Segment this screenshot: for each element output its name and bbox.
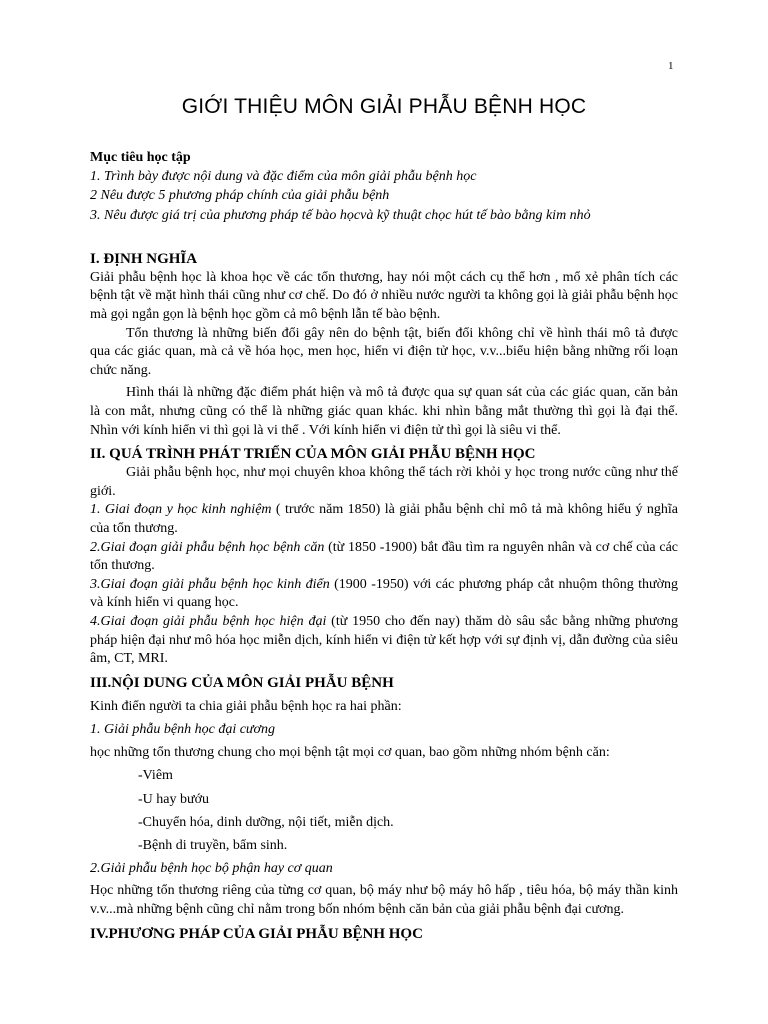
part-2-text: Học những tổn thương riêng của từng cơ quan, bộ máy như bộ máy hô hấp , tiêu hóa, bộ máy thần kinh v.v...mà những bệnh cũng chỉ nằm trong bốn nhóm bệnh căn bản của giải phẫu bệnh đại cương. xyxy=(90,883,678,917)
objective-item-3: 3. Nêu được giá trị của phương pháp tế bào họcvà kỹ thuật chọc hút tế bào bằng kim nhỏ xyxy=(90,207,591,223)
document-body xyxy=(90,148,678,944)
section-1-heading: I. ĐỊNH NGHĨA xyxy=(90,250,198,267)
stage-2-text: (từ 1850 -1900) bắt đầu tìm ra nguyên nhân và cơ chế của các tổn thương. xyxy=(90,539,678,574)
bullet-item-3: -Chuyển hóa, dinh dưỡng, nội tiết, miễn dịch. xyxy=(138,814,394,830)
stage-3 xyxy=(90,576,678,613)
page-number: 1 xyxy=(668,60,674,72)
page-title: GIỚI THIỆU MÔN GIẢI PHẪU BỆNH HỌC xyxy=(181,95,587,118)
stage-1-title: 1. Giai đoạn y học kinh nghiệm xyxy=(90,502,272,518)
stage-1 xyxy=(90,501,678,538)
bullet-item-1: -Viêm xyxy=(138,768,173,784)
section-1-paragraph-2: Tổn thương là những biến đổi gây nên do bệnh tật, biến đổi không chỉ về hình thái mô tả được qua các giác quan, mà cả về hóa học, men học, hiển vi điện tử học, v.v...biểu hiện bằng những rối loạn chức năng. xyxy=(90,325,678,378)
stage-2 xyxy=(90,539,678,576)
section-4-heading: IV.PHƯƠNG PHÁP CỦA GIẢI PHẪU BỆNH HỌC xyxy=(90,925,423,942)
stage-4-title: 4.Giai đoạn giải phẫu bệnh học hiện đại xyxy=(90,613,327,629)
section-1-paragraph-1: Giải phẫu bệnh học là khoa học về các tổn thương, hay nói một cách cụ thể hơn , mổ xẻ phân tích các bệnh tật về mặt hình thái cũng như cơ chế. Do đó ở nhiều nước người ta không gọi là giải phẫu bệnh học mà gọi ngắn gọn là bệnh học gồm cả mô bệnh lẫn tế bào bệnh. xyxy=(90,269,678,322)
stage-2-title: 2.Giai đoạn giải phẫu bệnh học bệnh căn xyxy=(90,539,325,555)
objectives-heading: Mục tiêu học tập xyxy=(90,150,191,165)
section-2-intro: Giải phẫu bệnh học, như mọi chuyên khoa không thể tách rời khỏi y học trong nước cũng như thế giới. xyxy=(90,465,678,499)
section-3-intro: Kinh điển người ta chia giải phẫu bệnh học ra hai phần: xyxy=(90,698,402,714)
section-2-heading: II. QUÁ TRÌNH PHÁT TRIỂN CỦA MÔN GIẢI PHẪU BỆNH HỌC xyxy=(90,446,536,463)
stage-4 xyxy=(90,613,678,669)
objective-item-2: 2 Nêu được 5 phương pháp chính của giải phẫu bệnh xyxy=(90,188,390,204)
bullet-item-2: -U hay bướu xyxy=(138,791,209,807)
bullet-item-4: -Bệnh di truyền, bẩm sinh. xyxy=(138,837,288,853)
section-1-paragraph-3: Hình thái là những đặc điểm phát hiện và mô tả được qua sự quan sát của các giác quan, căn bản là con mắt, nhưng cũng có thể là những giác quan khác. khi nhìn bằng mắt thường thì gọi là đại thể. Nhìn với kính hiển vi thì gọi là vi thể . Với kính hiển vi điện tử thì gọi là siêu vi thể. xyxy=(90,385,678,438)
stage-1-text: ( trước năm 1850) là giải phẫu bệnh chỉ mô tả mà không hiểu ý nghĩa của tổn thương. xyxy=(90,502,678,536)
stage-3-text: (1900 -1950) với các phương pháp cắt nhuộm thông thường và kính hiển vi quang học. xyxy=(90,576,678,611)
part-1-text: học những tổn thương chung cho mọi bệnh tật mọi cơ quan, bao gồm những nhóm bệnh căn: xyxy=(90,745,610,761)
part-1-title: 1. Giải phẫu bệnh học đại cương xyxy=(90,721,276,737)
stage-4-text: (từ 1950 cho đến nay) thăm dò sâu sắc bằng những phương pháp hiện đại như mô hóa học miễn dịch, kính hiển vi điện tử kết hợp với sự định vị, dẫn đường của siêu âm, CT, MRI. xyxy=(90,613,678,667)
part-2-title: 2.Giải phẫu bệnh học bộ phận hay cơ quan xyxy=(90,861,333,877)
stage-3-title: 3.Giai đoạn giải phẫu bệnh học kinh điển xyxy=(90,576,330,592)
section-3-heading: III.NỘI DUNG CỦA MÔN GIẢI PHẪU BỆNH xyxy=(90,674,394,691)
objective-item-1: 1. Trình bày được nội dung và đặc điểm của môn giải phẫu bệnh học xyxy=(90,169,477,185)
